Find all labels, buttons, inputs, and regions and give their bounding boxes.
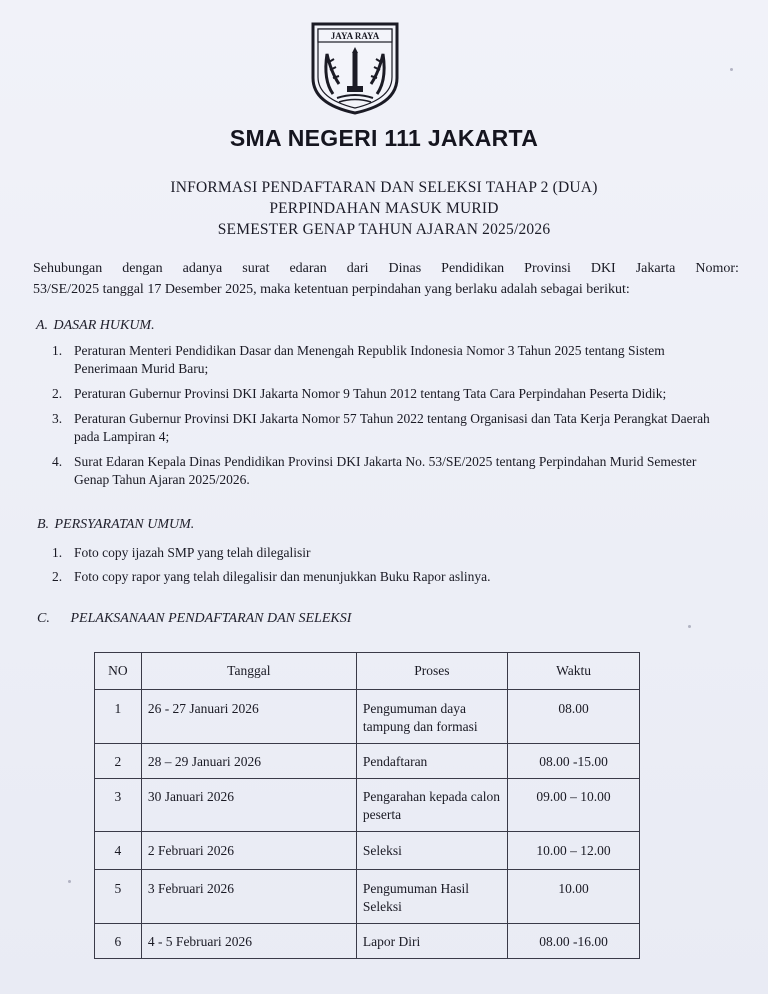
table-row	[95, 690, 640, 744]
scan-speck	[68, 880, 71, 883]
intro-word: dengan	[122, 261, 163, 276]
cell-no: 3	[95, 779, 142, 832]
intro-word: adanya	[182, 261, 223, 276]
list-item-text: Peraturan Menteri Pendidikan Dasar dan Menengah Republik Indonesia Nomor 3 Tahun 2025 tentang Sistem Penerimaan Murid Baru;	[74, 343, 665, 376]
cell-tanggal: 30 Januari 2026	[141, 779, 356, 832]
jaya-raya-emblem	[309, 20, 401, 116]
cell-tanggal: 2 Februari 2026	[141, 832, 356, 870]
list-number: 1.	[52, 343, 63, 358]
cell-no: 4	[95, 832, 142, 870]
cell-waktu: 10.00	[508, 870, 640, 924]
list-item-text: Foto copy rapor yang telah dilegalisir dan menunjukkan Buku Rapor aslinya.	[74, 569, 491, 584]
intro-paragraph-line-1	[33, 258, 739, 279]
heading-line-2: PERPINDAHAN MASUK MURID	[269, 200, 499, 217]
list-item	[52, 453, 722, 489]
cell-no: 2	[95, 744, 142, 779]
cell-proses: Pengumuman daya tampung dan formasi	[356, 690, 507, 744]
list-item	[52, 342, 722, 378]
list-item-text: Surat Edaran Kepala Dinas Pendidikan Provinsi DKI Jakarta No. 53/SE/2025 tentang Perpindahan Murid Semester Genap Tahun Ajaran 2025/2026.	[74, 454, 697, 487]
cell-proses: Lapor Diri	[356, 924, 507, 959]
header-proses: Proses	[356, 653, 507, 690]
list-item-text: Foto copy ijazah SMP yang telah dilegalisir	[74, 545, 311, 560]
scan-speck	[688, 625, 691, 628]
section-a-heading	[36, 318, 155, 334]
list-item-text: Peraturan Gubernur Provinsi DKI Jakarta Nomor 57 Tahun 2022 tentang Organisasi dan Tata Kerja Perangkat Daerah pada Lampiran 4;	[74, 411, 710, 444]
cell-tanggal: 28 – 29 Januari 2026	[141, 744, 356, 779]
table-row	[95, 779, 640, 832]
list-item	[52, 410, 722, 446]
section-c-heading	[37, 611, 351, 627]
header-tanggal: Tanggal	[141, 653, 356, 690]
cell-tanggal: 26 - 27 Januari 2026	[141, 690, 356, 744]
cell-no: 6	[95, 924, 142, 959]
cell-proses: Seleksi	[356, 832, 507, 870]
intro-word: Jakarta	[635, 261, 676, 276]
cell-waktu: 09.00 – 10.00	[508, 779, 640, 832]
table-row	[95, 744, 640, 779]
section-b-letter: B.	[37, 517, 50, 532]
cell-tanggal: 4 - 5 Februari 2026	[141, 924, 356, 959]
list-item	[52, 544, 722, 562]
legal-basis-list	[52, 342, 722, 496]
section-b-heading	[37, 517, 194, 533]
intro-word: Nomor:	[695, 261, 739, 276]
intro-word: Dinas	[388, 261, 422, 276]
list-item	[52, 568, 722, 586]
intro-word: Pendidikan	[441, 261, 505, 276]
section-b-title: PERSYARATAN UMUM.	[54, 517, 195, 532]
section-a-title: DASAR HUKUM.	[53, 318, 155, 333]
table-header-row	[95, 653, 640, 690]
cell-waktu: 08.00 -15.00	[508, 744, 640, 779]
list-item	[52, 385, 722, 403]
list-item-text: Peraturan Gubernur Provinsi DKI Jakarta Nomor 9 Tahun 2012 tentang Tata Cara Perpindahan Peserta Didik;	[74, 386, 667, 401]
table-row	[95, 832, 640, 870]
cell-waktu: 10.00 – 12.00	[508, 832, 640, 870]
cell-no: 1	[95, 690, 142, 744]
requirements-list	[52, 544, 722, 592]
table-row	[95, 870, 640, 924]
intro-word: edaran	[289, 261, 327, 276]
emblem-banner-text: JAYA RAYA	[330, 31, 380, 41]
list-number: 4.	[52, 454, 63, 469]
intro-paragraph-line-2: 53/SE/2025 tanggal 17 Desember 2025, maka ketentuan perpindahan yang berlaku adalah sebagai berikut:	[33, 282, 630, 297]
intro-word: surat	[242, 261, 270, 276]
heading-line-1: INFORMASI PENDAFTARAN DAN SELEKSI TAHAP 2 (DUA)	[170, 179, 598, 196]
cell-proses: Pengumuman Hasil Seleksi	[356, 870, 507, 924]
list-number: 2.	[52, 386, 63, 401]
intro-word: DKI	[590, 261, 616, 276]
intro-word: dari	[346, 261, 369, 276]
header-waktu: Waktu	[508, 653, 640, 690]
cell-tanggal: 3 Februari 2026	[141, 870, 356, 924]
list-number: 3.	[52, 411, 63, 426]
heading-line-3: SEMESTER GENAP TAHUN AJARAN 2025/2026	[217, 221, 551, 238]
list-number: 2.	[52, 569, 63, 584]
list-number: 1.	[52, 545, 63, 560]
cell-proses: Pengarahan kepada calon peserta	[356, 779, 507, 832]
emblem-icon	[309, 20, 401, 116]
scan-speck	[730, 68, 733, 71]
school-name: SMA NEGERI 111 JAKARTA	[229, 125, 539, 151]
section-a-letter: A.	[36, 318, 49, 333]
table-row	[95, 924, 640, 959]
header-no: NO	[95, 653, 142, 690]
cell-no: 5	[95, 870, 142, 924]
cell-proses: Pendaftaran	[356, 744, 507, 779]
cell-waktu: 08.00	[508, 690, 640, 744]
section-c-title: PELAKSANAAN PENDAFTARAN DAN SELEKSI	[70, 611, 352, 626]
schedule-table	[94, 652, 640, 959]
cell-waktu: 08.00 -16.00	[508, 924, 640, 959]
section-c-letter: C.	[37, 611, 50, 626]
intro-word: Provinsi	[524, 261, 571, 276]
intro-word: Sehubungan	[33, 261, 103, 276]
